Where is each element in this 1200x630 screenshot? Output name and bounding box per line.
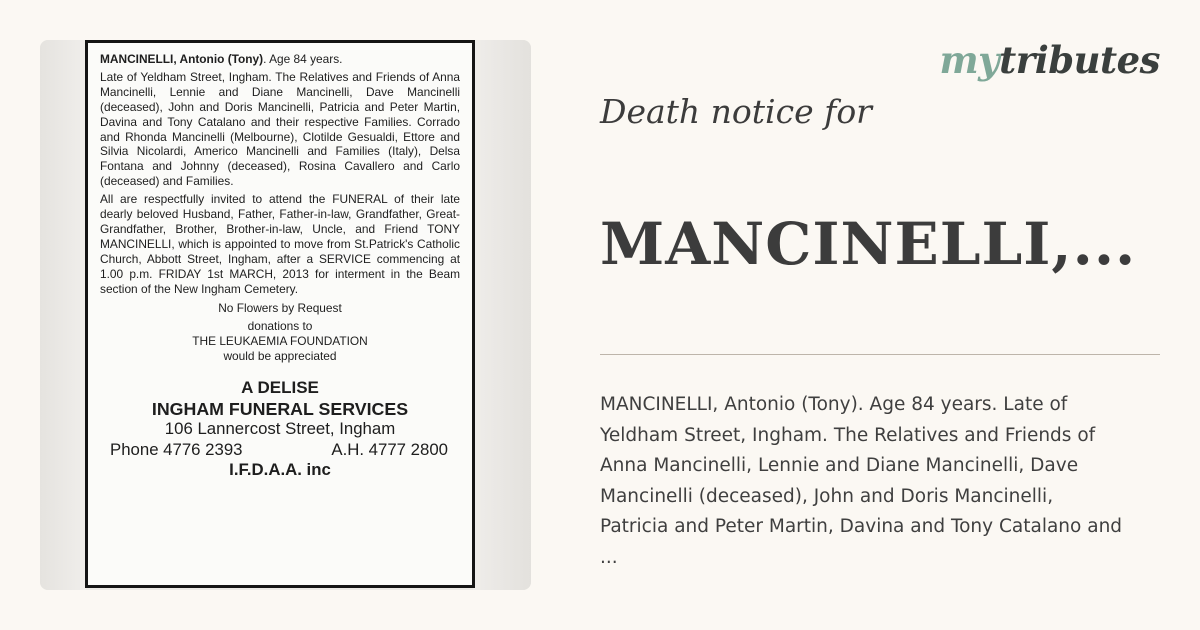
donations-line-2: THE LEUKAEMIA FOUNDATION [192, 334, 368, 349]
divider [600, 354, 1160, 355]
excerpt-line: Anna Mancinelli, Lennie and Diane Mancinelli, Dave [600, 455, 1079, 476]
donations-line-3: would be appreciated [223, 349, 337, 364]
excerpt-line: Yeldham Street, Ingham. The Relatives and Friends of [600, 424, 1096, 446]
panel-shade-left [40, 40, 86, 590]
logo-my: my [939, 38, 1000, 82]
mytributes-logo[interactable] [939, 38, 1160, 82]
logo-tributes: tributes [999, 38, 1160, 82]
director-name: A DELISE [241, 378, 319, 398]
excerpt-line: Patricia and Peter Martin, Davina and Tony Catalano and [600, 516, 1123, 537]
notice-age: . Age 84 years. [263, 52, 343, 66]
notice-relatives: Late of Yeldham Street, Ingham. The Relatives and Friends of Anna Mancinelli, Lennie and Diane Mancinelli, Dave Mancinelli (deceased), John and Doris Mancinelli, Patricia and Peter Martin, Davina and Tony Catalano and their respective Families. Corrado and Rhonda Mancinelli (Melbourne), Clotilde Gesualdi, Ettore and Silvia Nicolardi, Americo Mancinelli and Families (Italy), Delsa Fontana and Johnny (deceased), Rosina Cavallero and Carlo (deceased) and Families. [100, 69, 460, 189]
notice-flowers: No Flowers by Request [218, 300, 342, 315]
notice-deceased-name: MANCINELLI, Antonio (Tony) [100, 52, 264, 66]
donations-line-1: donations to [247, 319, 313, 334]
notice-lead [100, 52, 460, 67]
notice-funeral-details: All are respectfully invited to attend the FUNERAL of their late dearly beloved Husband, Father, Father-in-law, Grandfather, Great-Grandfather, Brother, Brother-in-law, Uncle, and Friend TONY MANCINELLI, which is appointed to move from St.Patrick's Catholic Church, Abbott Street, Ingham, after a SERVICE commencing at 1.00 p.m. FRIDAY 1st MARCH, 2013 for interment in the Beam section of the New Ingham Cemetery. [100, 192, 460, 296]
page-subtitle: Death notice for [600, 92, 872, 131]
notice-excerpt [600, 390, 1175, 573]
director-after-hours: A.H. 4777 2800 [331, 439, 448, 459]
director-phone: Phone 4776 2393 [110, 439, 243, 459]
director-address: 106 Lannercost Street, Ingham [164, 419, 396, 439]
page-title: MANCINELLI,... [600, 210, 1137, 278]
excerpt-line: Mancinelli (deceased), John and Doris Mancinelli, [600, 485, 1054, 507]
excerpt-line: ... [600, 546, 618, 568]
director-association: I.F.D.A.A. inc [229, 460, 331, 480]
panel-shade-right [473, 40, 531, 590]
notice-donations [100, 301, 460, 365]
director-business: INGHAM FUNERAL SERVICES [151, 398, 409, 419]
death-notice-clipping [85, 40, 475, 588]
director-phones [100, 440, 460, 461]
funeral-director-block [100, 378, 460, 481]
excerpt-line: MANCINELLI, Antonio (Tony). Age 84 years. Late of [600, 394, 1068, 415]
